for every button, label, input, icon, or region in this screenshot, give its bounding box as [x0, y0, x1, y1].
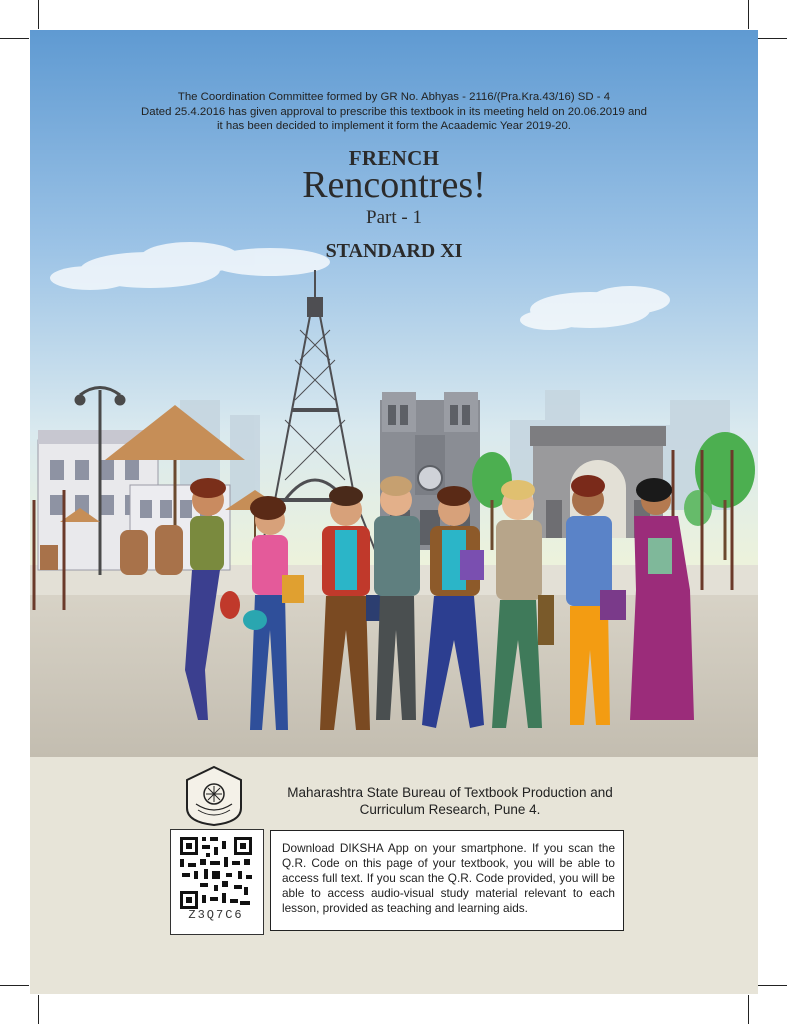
book-standard: STANDARD XI [325, 240, 463, 262]
approval-line: Dated 25.4.2016 has given approval to prescribe this textbook in its meeting held on 20.06.2019 and [141, 105, 647, 118]
approval-line: The Coordination Committee formed by GR No. Abhyas - 2116/(Pra.Kra.43/16) SD - 4 [177, 91, 611, 103]
publisher-line: Curriculum Research, Pune 4. [359, 802, 541, 817]
crop-mark [38, 995, 39, 1024]
crop-mark [748, 995, 749, 1024]
crop-mark [758, 38, 787, 39]
book-part: Part - 1 [366, 207, 422, 228]
publisher-line: Maharashtra State Bureau of Textbook Production and [287, 785, 613, 800]
crop-mark [0, 38, 29, 39]
book-subject: FRENCH [348, 146, 440, 170]
book-cover [30, 30, 758, 994]
crop-mark [758, 985, 787, 986]
crop-mark [38, 0, 39, 29]
bureau-emblem-icon [182, 764, 246, 828]
crop-mark [0, 985, 29, 986]
cover-illustration [30, 30, 758, 757]
approval-line: it has been decided to implement it form the Acaademic Year 2019-20. [217, 120, 571, 132]
qr-code-icon [178, 835, 254, 911]
diksha-instructions: Download DIKSHA App on your smartphone. If you scan the Q.R. Code on this page of your textbook, you will be able to access full text. If you scan the Q.R. Code provided, you will be able to access audio-visual study material relevant to each lesson, provided as teaching and learning aids. [270, 830, 624, 931]
book-title: Rencontres! [302, 164, 486, 206]
publisher-name [260, 784, 640, 818]
approval-notice [30, 90, 758, 134]
crop-mark [748, 0, 749, 29]
qr-code-label: Z3Q7C6 [188, 908, 244, 922]
